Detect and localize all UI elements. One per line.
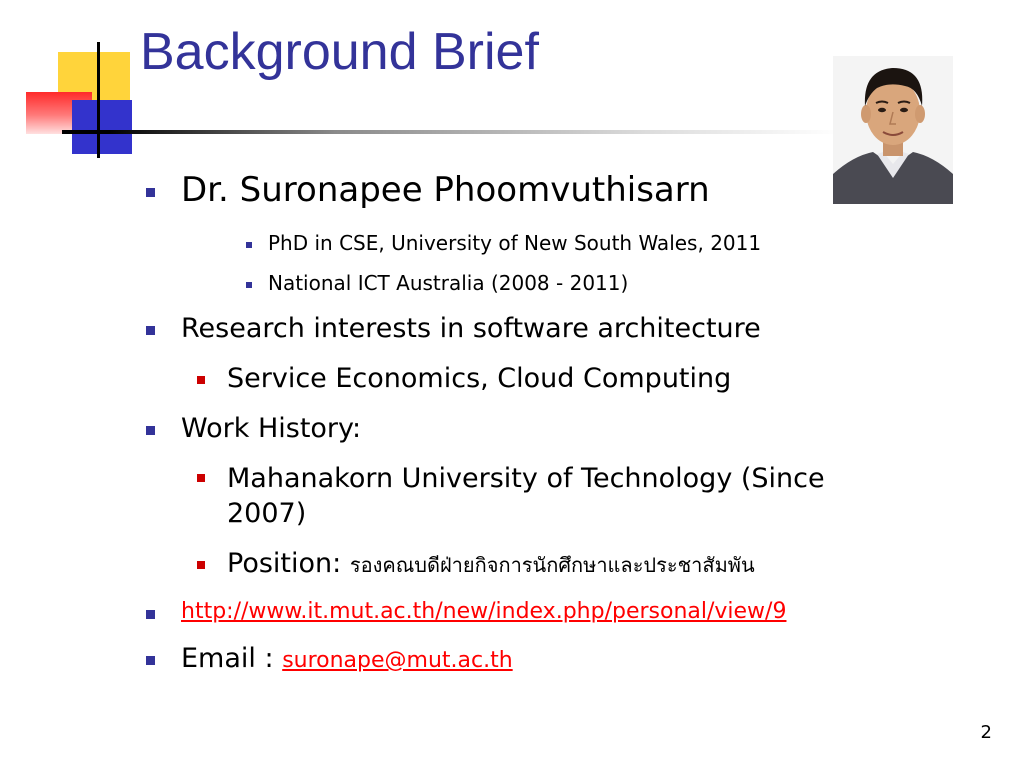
list-item-phd [246, 231, 761, 255]
list-item-email [146, 643, 513, 675]
list-item-research-sub [197, 363, 731, 395]
corner-blue-square [72, 100, 132, 154]
research-sub-text: Service Economics, Cloud Computing [227, 363, 732, 394]
slide-title: Background Brief [140, 23, 539, 81]
portrait-photo [833, 56, 953, 204]
email-label: Email : [181, 643, 274, 674]
page-number: 2 [980, 722, 992, 743]
list-item-research [146, 313, 761, 345]
bullet-square-icon [197, 561, 205, 569]
position-label: Position: [227, 548, 342, 579]
bullet-square-icon [146, 188, 155, 197]
position-value: รองคณบดีฝ่ายกิจการนักศึกษาและประชาสัมพัน [349, 553, 755, 577]
list-item-name [146, 170, 710, 211]
list-item-work-sub [197, 461, 825, 531]
profile-link[interactable]: http://www.it.mut.ac.th/new/index.php/personal/view/9 [181, 599, 787, 624]
bullet-square-icon [197, 376, 205, 384]
bullet-square-icon [246, 282, 252, 288]
list-item-work [146, 413, 361, 445]
bullet-square-icon [246, 242, 252, 248]
nicta-text: National ICT Australia (2008 - 2011) [268, 271, 629, 295]
title-underline [62, 130, 842, 134]
corner-vertical-line [97, 42, 100, 158]
position-text [227, 548, 755, 580]
bullet-square-icon [146, 426, 155, 435]
list-item-position [197, 548, 755, 580]
list-item-url [146, 599, 786, 625]
bullet-square-icon [197, 474, 205, 482]
email-line [181, 643, 513, 675]
bullet-square-icon [146, 610, 155, 619]
phd-text: PhD in CSE, University of New South Wales, 2011 [268, 231, 762, 255]
research-text: Research interests in software architecture [181, 313, 761, 344]
work-sub-text [227, 461, 825, 531]
list-item-nicta [246, 271, 628, 295]
name-text: Dr. Suronapee Phoomvuthisarn [181, 170, 710, 210]
work-sub-line2: 2007) [227, 498, 307, 530]
work-sub-line1: Mahanakorn University of Technology (Since [227, 463, 825, 494]
email-link[interactable]: suronape@mut.ac.th [282, 648, 513, 673]
work-text: Work History: [181, 413, 362, 444]
bullet-square-icon [146, 656, 155, 665]
bullet-square-icon [146, 326, 155, 335]
